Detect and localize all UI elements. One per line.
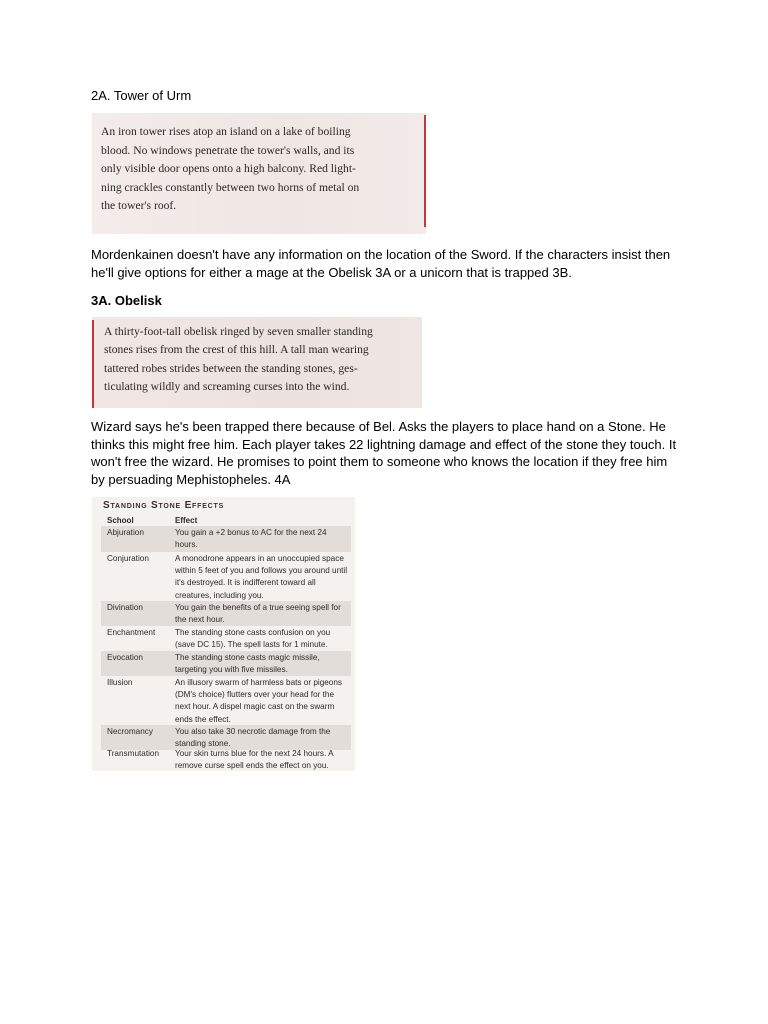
table-row (101, 747, 351, 771)
boxed-text-accent-bar (92, 320, 94, 408)
boxed-text-line: tattered robes strides between the standing stones, ges- (104, 361, 358, 375)
table-cell-effect: The standing stone casts confusion on you (save DC 15). The spell lasts for 1 minute. (175, 628, 331, 650)
boxed-text-line: A thirty-foot-tall obelisk ringed by seven smaller standing (104, 325, 373, 338)
table-cell-school: Enchantment (107, 628, 156, 637)
boxed-text-line: ticulating wildly and screaming curses into the wind. (104, 379, 350, 393)
boxed-text-body (101, 123, 413, 216)
table-cell-effect: You gain the benefits of a true seeing spell for the next hour. (175, 603, 341, 625)
mordenkainen-paragraph: Mordenkainen doesn't have any information on the location of the Sword. If the characters insist then he'll give options for either a mage at the Obelisk 3A or a unicorn that is trapped 3B. (91, 247, 671, 280)
table-cell-school: Conjuration (107, 554, 149, 563)
table-cell-effect: An illusory swarm of harmless bats or pigeons (DM's choice) flutters over your head for the next hour. A dispel magic cast on the swarm ends the effect. (175, 678, 343, 724)
table-cell-school: Necromancy (107, 727, 153, 736)
table-cell-school: Divination (107, 603, 143, 612)
table-cell-effect: Your skin turns blue for the next 24 hours. A remove curse spell ends the effect on you. (175, 749, 334, 771)
table-cell-school: Transmutation (107, 749, 160, 758)
table-cell-school: Illusion (107, 678, 133, 687)
wizard-paragraph: Wizard says he's been trapped there because of Bel. Asks the players to place hand on a Stone. He thinks this might free him. Each player takes 22 lightning damage and effect of the stone they touch. It won't free the wizard. He promises to point them to someone who knows the location if they free him by persuading Mephistopheles. 4A (91, 419, 677, 487)
boxed-text-accent-bar (424, 115, 426, 227)
section-heading-3a: 3A. Obelisk (91, 293, 162, 308)
table-cell-effect: You gain a +2 bonus to AC for the next 24 hours. (175, 528, 327, 550)
boxed-text-line: blood. No windows penetrate the tower's walls, and its (101, 143, 355, 157)
table-row (101, 651, 351, 676)
boxed-text-line: ning crackles constantly between two horns of metal on (101, 180, 360, 194)
obelisk-boxed-text (92, 317, 422, 408)
table-row (101, 676, 351, 725)
boxed-text-line: the tower's roof. (101, 199, 177, 213)
table-title: Standing Stone Effects (103, 500, 225, 511)
table-cell-effect: A monodrone appears in an unoccupied space within 5 feet of you and follows you around until it's destroyed. It is indifferent toward all creatures, including you. (175, 554, 348, 600)
tower-of-urm-boxed-text (92, 113, 426, 234)
table-row (101, 601, 351, 626)
table-row (101, 552, 351, 601)
section-heading-2a: 2A. Tower of Urm (91, 88, 192, 103)
table-cell-school: Abjuration (107, 528, 144, 537)
table-row (101, 526, 351, 552)
boxed-text-body (104, 323, 416, 396)
standing-stone-effects-table (92, 497, 355, 771)
table-cell-effect: You also take 30 necrotic damage from the standing stone. (175, 727, 331, 749)
boxed-text-line: An iron tower rises atop an island on a lake of boiling (101, 125, 351, 138)
table-header-effect: Effect (175, 516, 198, 525)
boxed-text-line: stones rises from the crest of this hill. A tall man wearing (104, 343, 369, 357)
table-cell-effect: The standing stone casts magic missile, targeting you with five missiles. (175, 653, 320, 675)
table-row (101, 626, 351, 651)
table-cell-school: Evocation (107, 653, 143, 662)
table-header-school: School (107, 516, 134, 525)
boxed-text-line: only visible door opens onto a high balcony. Red light- (101, 162, 356, 176)
